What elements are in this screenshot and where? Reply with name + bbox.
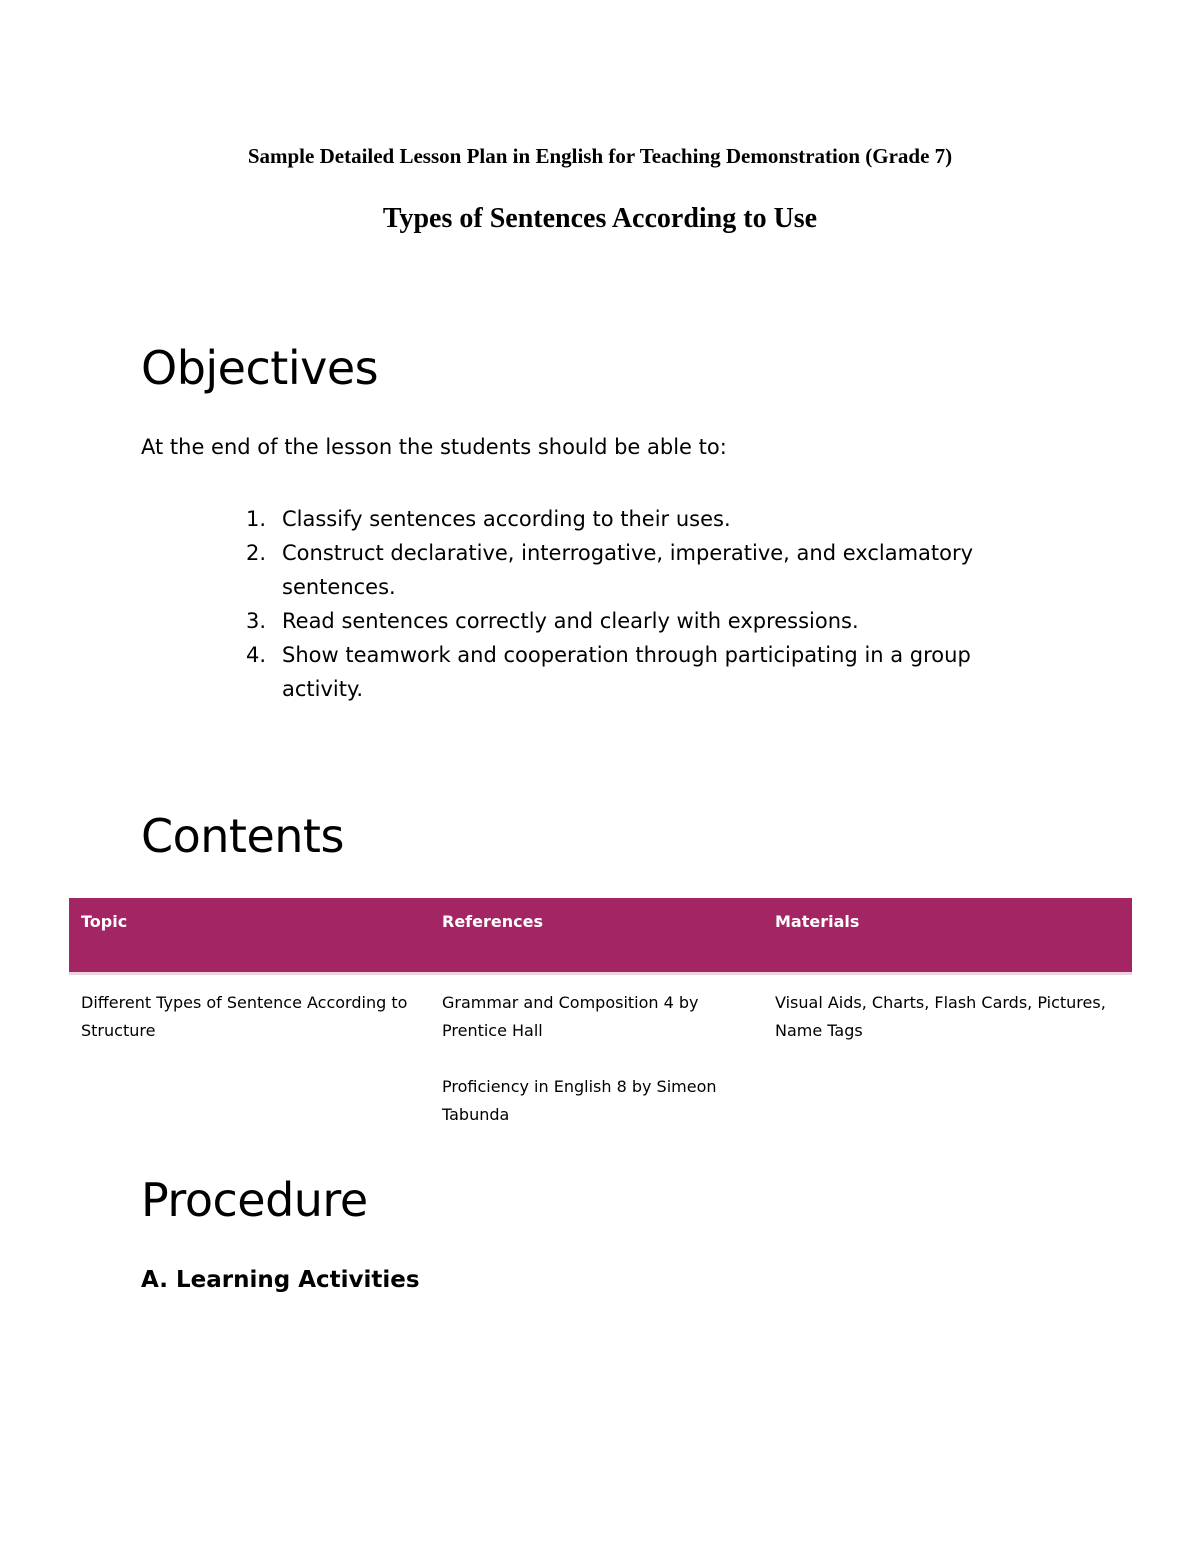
column-header-materials: Materials [775, 912, 860, 931]
column-header-topic: Topic [81, 912, 128, 931]
reference-item: Grammar and Composition 4 by Prentice Hall [442, 993, 699, 1040]
reference-item: Proficiency in English 8 by Simeon Tabunda [442, 1077, 717, 1124]
objective-number: 1. [246, 507, 267, 531]
objectives-intro: At the end of the lesson the students should be able to: [141, 435, 727, 459]
objective-item [240, 638, 1040, 706]
column-header-references: References [442, 912, 543, 931]
objective-text: Read sentences correctly and clearly with expressions. [282, 609, 859, 633]
learning-activities-heading: A. Learning Activities [141, 1267, 420, 1293]
objectives-heading: Objectives [141, 341, 379, 395]
cell-topic [69, 972, 430, 1129]
document-title: Types of Sentences According to Use [382, 203, 818, 234]
objective-number: 4. [246, 643, 267, 667]
objective-text: Show teamwork and cooperation through participating in a group activity. [282, 643, 971, 701]
materials-text: Visual Aids, Charts, Flash Cards, Pictures, Name Tags [775, 993, 1106, 1040]
objective-text: Construct declarative, interrogative, imperative, and exclamatory sentences. [282, 541, 974, 599]
objective-item [240, 604, 1040, 638]
cell-materials [763, 972, 1132, 1129]
table-header-divider [69, 972, 1132, 975]
topic-text: Different Types of Sentence According to Structure [81, 993, 408, 1040]
document-subtitle: Sample Detailed Lesson Plan in English for Teaching Demonstration (Grade 7) [247, 144, 953, 168]
cell-references [430, 972, 763, 1129]
contents-table [69, 898, 1132, 1129]
objective-number: 3. [246, 609, 267, 633]
objective-text: Classify sentences according to their uses. [282, 507, 731, 531]
objective-number: 2. [246, 541, 267, 565]
contents-heading: Contents [141, 809, 344, 863]
procedure-heading: Procedure [141, 1173, 368, 1227]
table-header-row [69, 898, 1132, 972]
objective-item [240, 502, 1040, 536]
objective-item [240, 536, 1040, 604]
objectives-list [240, 502, 1040, 706]
table-row [69, 972, 1132, 1129]
